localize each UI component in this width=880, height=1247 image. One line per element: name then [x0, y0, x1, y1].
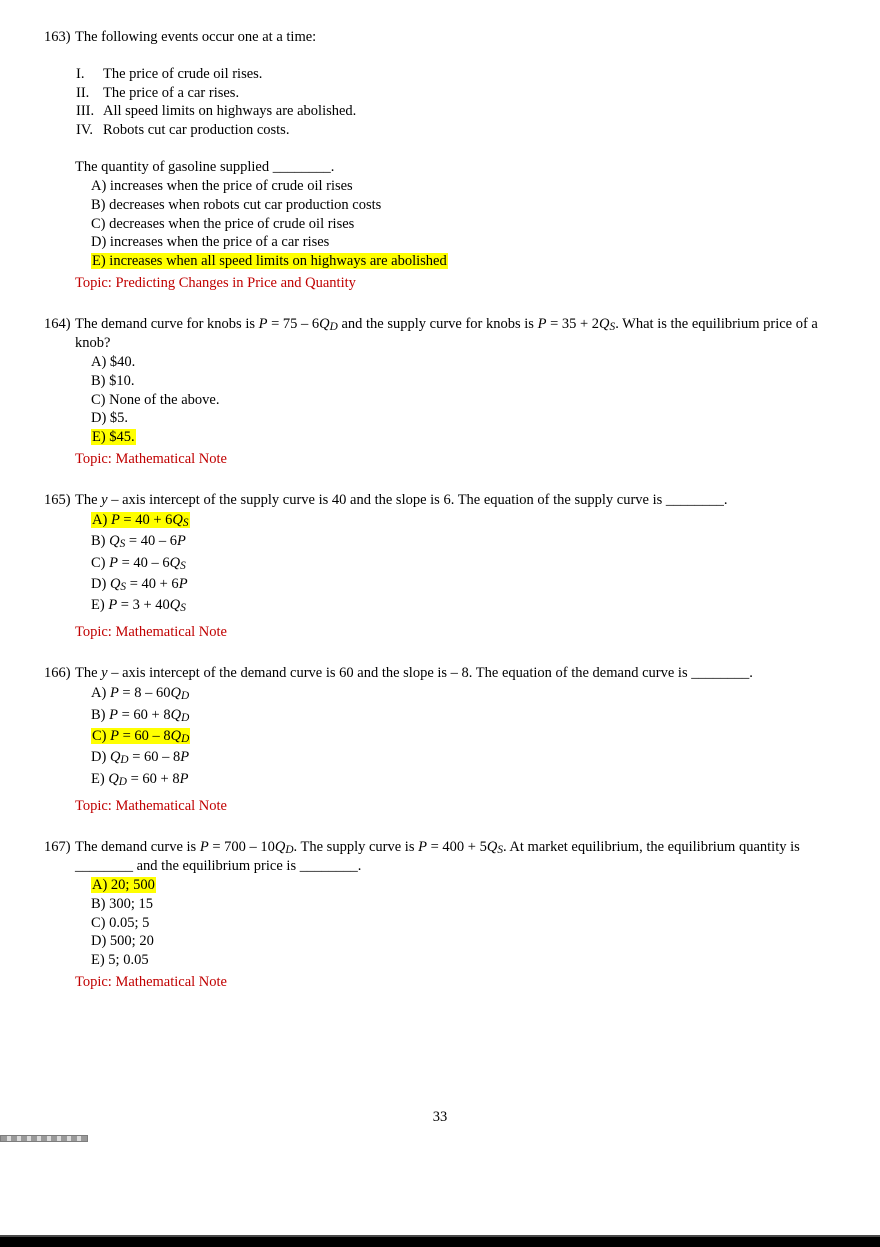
question-body — [75, 491, 844, 642]
answer-option-text: A) $40. — [91, 353, 136, 370]
answer-option-text: D) $Q_S = 40 + 6P$ — [91, 575, 188, 593]
answer-option — [91, 196, 844, 215]
answer-option — [91, 428, 844, 447]
answer-option-text: E) increases when all speed limits on highways are abolished — [92, 253, 447, 270]
answer-option — [91, 595, 844, 616]
answer-option — [91, 726, 844, 747]
bottom-black-bar — [0, 1235, 880, 1247]
horizontal-scrollbar-artifact[interactable] — [0, 1135, 88, 1142]
list-item — [75, 102, 844, 121]
question-number: 167) — [44, 838, 71, 855]
question — [44, 315, 844, 469]
answer-option-text: B) $P = 60 + 8Q_D$ — [91, 706, 190, 724]
answer-option — [91, 409, 844, 428]
answer-option — [91, 353, 844, 372]
question-stem: The y – axis intercept of the supply curve is 40 and the slope is 6. The equation of the supply curve is ________. — [75, 491, 728, 508]
answer-option — [91, 372, 844, 391]
answer-option — [91, 683, 844, 704]
question-stem: The following events occur one at a time: — [75, 29, 317, 45]
topic-label: Topic: — [75, 450, 112, 467]
options-list — [91, 177, 844, 271]
list-item — [75, 84, 844, 103]
topic-line — [75, 623, 844, 642]
answer-option-text: D) 500; 20 — [91, 933, 154, 950]
answer-option-text: B) $10. — [91, 372, 135, 389]
page-number: 33 — [432, 1109, 448, 1125]
answer-option-text: C) None of the above. — [91, 391, 220, 408]
answer-option-text: C) 0.05; 5 — [91, 914, 150, 931]
answer-option — [91, 233, 844, 252]
answer-option-text: D) $Q_D = 60 - 8P$ — [91, 749, 190, 767]
answer-option-text: C) $P = 60 - 8Q_D$ — [92, 728, 190, 746]
list-item-text: All speed limits on highways are abolished. — [103, 103, 357, 119]
answer-option — [91, 531, 844, 552]
list-item-label: III. — [76, 103, 95, 119]
topic-label: Topic: — [75, 624, 112, 641]
list-item-text: The price of a car rises. — [103, 84, 240, 101]
question-body — [75, 28, 844, 293]
list-item — [75, 121, 844, 140]
answer-option-text: E) $Q_D = 60 + 8P$ — [91, 770, 189, 788]
list-item-text: Robots cut car production costs. — [103, 121, 290, 138]
answer-option-text: A) 20; 500 — [92, 876, 155, 893]
question — [44, 838, 844, 992]
question-stem: The demand curve is $P = 700 - 10Q_D$. The supply curve is $P = 400 + 5Q_S$. At market equilibrium, the equilibrium quantity is ________ and the equilibrium price is ________. — [75, 838, 800, 874]
topic-label: Topic: — [75, 274, 112, 291]
answer-option-text: E) 5; 0.05 — [91, 952, 149, 969]
question-number: 166) — [44, 665, 71, 682]
options-list — [91, 510, 844, 616]
answer-option-text: A) $P = 8 - 60Q_D$ — [91, 685, 190, 703]
list-item-text: The price of crude oil rises. — [103, 66, 263, 82]
answer-option — [91, 932, 844, 951]
options-list — [91, 876, 844, 970]
answer-option — [91, 705, 844, 726]
answer-option — [91, 895, 844, 914]
topic-label: Topic: — [75, 973, 112, 990]
question-body — [75, 315, 844, 469]
answer-option — [91, 951, 844, 970]
topic-label: Topic: — [75, 797, 112, 814]
list-item-label: I. — [76, 66, 85, 82]
topic-text: Mathematical Note — [115, 624, 227, 641]
question-number: 164) — [44, 315, 71, 332]
answer-option-text: B) $Q_S = 40 - 6P$ — [91, 533, 186, 551]
topic-text: Mathematical Note — [115, 450, 227, 467]
answer-option — [91, 876, 844, 895]
question-body — [75, 838, 844, 992]
topic-line — [75, 274, 844, 293]
topic-text: Mathematical Note — [115, 797, 227, 814]
options-list — [91, 683, 844, 789]
answer-option-text: B) decreases when robots cut car production costs — [91, 196, 382, 213]
answer-option-text: D) $5. — [91, 410, 129, 427]
topic-line — [75, 797, 844, 816]
answer-option — [91, 177, 844, 196]
question-body — [75, 664, 844, 815]
question — [44, 28, 844, 293]
topic-text: Mathematical Note — [115, 973, 227, 990]
list-item — [75, 65, 844, 84]
answer-option-text: B) 300; 15 — [91, 895, 154, 912]
question-number: 163) — [44, 29, 71, 45]
question-stem: The y – axis intercept of the demand curve is 60 and the slope is – 8. The equation of the demand curve is ________. — [75, 665, 753, 682]
answer-option-text: A) $P = 40 + 6Q_S$ — [92, 511, 189, 529]
question — [44, 664, 844, 815]
answer-option — [91, 391, 844, 410]
answer-option-text: C) decreases when the price of crude oil rises — [91, 215, 355, 232]
list-item-label: IV. — [76, 121, 94, 138]
question-stem: The demand curve for knobs is $P = 75 - 6Q_D$ and the supply curve for knobs is $P = 35 + 2Q_S$. What is the equilibrium price of a knob? — [75, 315, 818, 351]
options-list — [91, 353, 844, 447]
question-number: 165) — [44, 491, 71, 508]
questions — [44, 28, 844, 992]
answer-option — [91, 574, 844, 595]
answer-option — [91, 510, 844, 531]
answer-option — [91, 553, 844, 574]
answer-option-text: C) $P = 40 - 6Q_S$ — [91, 554, 186, 572]
answer-option-text: A) increases when the price of crude oil rises — [91, 178, 353, 194]
topic-line — [75, 973, 844, 992]
question-continuation: The quantity of gasoline supplied ________. — [75, 159, 335, 175]
topic-text: Predicting Changes in Price and Quantity — [115, 274, 356, 291]
question — [44, 491, 844, 642]
answer-option — [91, 769, 844, 790]
answer-option-text: E) $P = 3 + 40Q_S$ — [91, 597, 186, 615]
list-item-label: II. — [76, 84, 90, 101]
answer-option — [91, 215, 844, 234]
answer-option-text: E) $45. — [92, 429, 135, 446]
roman-list — [75, 65, 844, 139]
topic-line — [75, 450, 844, 469]
answer-option — [91, 747, 844, 768]
answer-option — [91, 914, 844, 933]
answer-option-text: D) increases when the price of a car rises — [91, 234, 330, 251]
answer-option — [91, 252, 844, 271]
